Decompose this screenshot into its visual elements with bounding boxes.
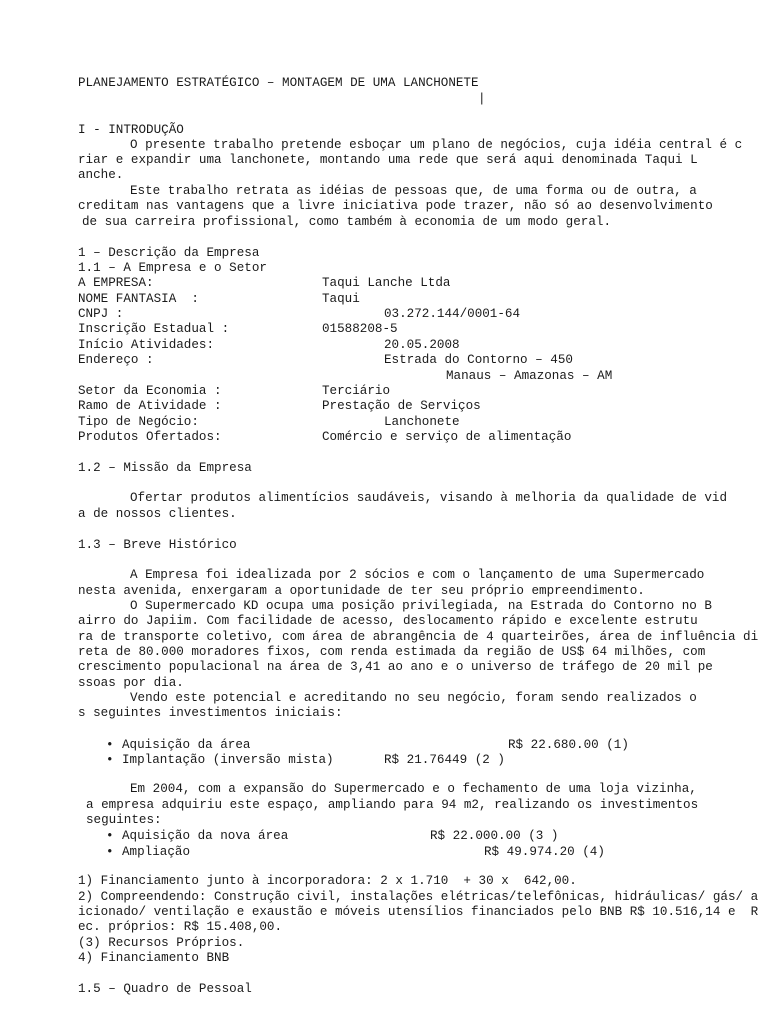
investment-value: R$ 21.76449 (2 ) <box>384 753 505 767</box>
intro-line: riar e expandir uma lanchonete, montando uma rede que será aqui denominada Taqui L <box>78 153 698 167</box>
intro-line: de sua carreira profissional, como também à economia de um modo geral. <box>82 215 612 229</box>
investment-value: R$ 49.974.20 (4) <box>484 845 605 859</box>
bullet-icon: • <box>106 753 114 767</box>
intro-line: creditam nas vantagens que a livre iniciativa pode trazer, não só ao desenvolvimento <box>78 199 713 213</box>
field-label: CNPJ : <box>78 307 124 321</box>
expansion-line: seguintes: <box>86 813 162 827</box>
investment-item: Aquisição da área <box>122 738 251 752</box>
field-value: 20.05.2008 <box>384 338 460 352</box>
field-value: Taqui <box>322 292 360 306</box>
history-line: O Supermercado KD ocupa uma posição privilegiada, na Estrada do Contorno no B <box>130 599 712 613</box>
intro-heading: I - INTRODUÇÃO <box>78 123 184 137</box>
history-line: ssoas por dia. <box>78 676 184 690</box>
field-value: Prestação de Serviços <box>322 399 481 413</box>
text-cursor-mark: | <box>478 92 486 106</box>
history-line: Vendo este potencial e acreditando no seu negócio, foram sendo realizados o <box>130 691 697 705</box>
history-line: reta de 80.000 moradores fixos, com renda estimada da região de US$ 64 milhões, com <box>78 645 706 659</box>
history-heading: 1.3 – Breve Histórico <box>78 538 237 552</box>
expansion-line: a empresa adquiriu este espaço, ampliando para 94 m2, realizando os investimentos <box>86 798 699 812</box>
field-label: Tipo de Negócio: <box>78 415 199 429</box>
intro-line: anche. <box>78 168 124 182</box>
investment-item: Implantação (inversão mista) <box>122 753 334 767</box>
field-label: A EMPRESA: <box>78 276 154 290</box>
staff-heading: 1.5 – Quadro de Pessoal <box>78 982 252 996</box>
intro-line: O presente trabalho pretende esboçar um plano de negócios, cuja idéia central é c <box>130 138 743 152</box>
company-subheading: 1.1 – A Empresa e o Setor <box>78 261 267 275</box>
mission-heading: 1.2 – Missão da Empresa <box>78 461 252 475</box>
bullet-icon: • <box>106 845 114 859</box>
field-value: 01588208-5 <box>322 322 398 336</box>
field-label: Inscrição Estadual : <box>78 322 230 336</box>
investment-value: R$ 22.680.00 (1) <box>508 738 629 752</box>
note-line: ec. próprios: R$ 15.408,00. <box>78 920 283 934</box>
field-value: Taqui Lanche Ltda <box>322 276 451 290</box>
mission-line: Ofertar produtos alimentícios saudáveis, visando à melhoria da qualidade de vid <box>130 491 728 505</box>
field-value: Lanchonete <box>384 415 460 429</box>
bullet-icon: • <box>106 829 114 843</box>
note-line: 1) Financiamento junto à incorporadora: 2 x 1.710 + 30 x 642,00. <box>78 874 577 888</box>
history-line: A Empresa foi idealizada por 2 sócios e com o lançamento de uma Supermercado <box>130 568 705 582</box>
document-title: PLANEJAMENTO ESTRATÉGICO – MONTAGEM DE UMA LANCHONETE <box>78 76 479 90</box>
expansion-line: Em 2004, com a expansão do Supermercado e o fechamento de uma loja vizinha, <box>130 782 697 796</box>
history-line: crescimento populacional na área de 3,41 ao ano e o universo de tráfego de 20 mil pe <box>78 660 713 674</box>
mission-line: a de nossos clientes. <box>78 507 237 521</box>
field-label: Ramo de Atividade : <box>78 399 222 413</box>
field-label: NOME FANTASIA : <box>78 292 199 306</box>
history-line: ra de transporte coletivo, com área de abrangência de 4 quarteirões, área de influência di <box>78 630 759 644</box>
field-value: 03.272.144/0001-64 <box>384 307 521 321</box>
history-line: nesta avenida, enxergaram a oportunidade de ter seu próprio empreendimento. <box>78 584 645 598</box>
investment-item: Ampliação <box>122 845 191 859</box>
investment-item: Aquisição da nova área <box>122 829 289 843</box>
intro-line: Este trabalho retrata as idéias de pessoas que, de uma forma ou de outra, a <box>130 184 697 198</box>
field-label: Setor da Economia : <box>78 384 222 398</box>
field-label: Produtos Ofertados: <box>78 430 222 444</box>
note-line: icionado/ ventilação e exaustão e móveis utensílios financiados pelo BNB R$ 10.516,14 e R <box>78 905 759 919</box>
note-line: (3) Recursos Próprios. <box>78 936 245 950</box>
company-heading: 1 – Descrição da Empresa <box>78 246 260 260</box>
investment-value: R$ 22.000.00 (3 ) <box>430 829 559 843</box>
history-line: s seguintes investimentos iniciais: <box>78 706 343 720</box>
field-label: Endereço : <box>78 353 154 367</box>
bullet-icon: • <box>106 738 114 752</box>
field-value: Terciário <box>322 384 391 398</box>
field-value: Comércio e serviço de alimentação <box>322 430 572 444</box>
field-value: Manaus – Amazonas – AM <box>446 369 613 383</box>
note-line: 2) Compreendendo: Construção civil, instalações elétricas/telefônicas, hidráulicas/ gás/ a <box>78 890 759 904</box>
note-line: 4) Financiamento BNB <box>78 951 230 965</box>
history-line: airro do Japiim. Com facilidade de acesso, deslocamento rápido e excelente estrutu <box>78 614 698 628</box>
field-value: Estrada do Contorno – 450 <box>384 353 573 367</box>
field-label: Início Atividades: <box>78 338 215 352</box>
